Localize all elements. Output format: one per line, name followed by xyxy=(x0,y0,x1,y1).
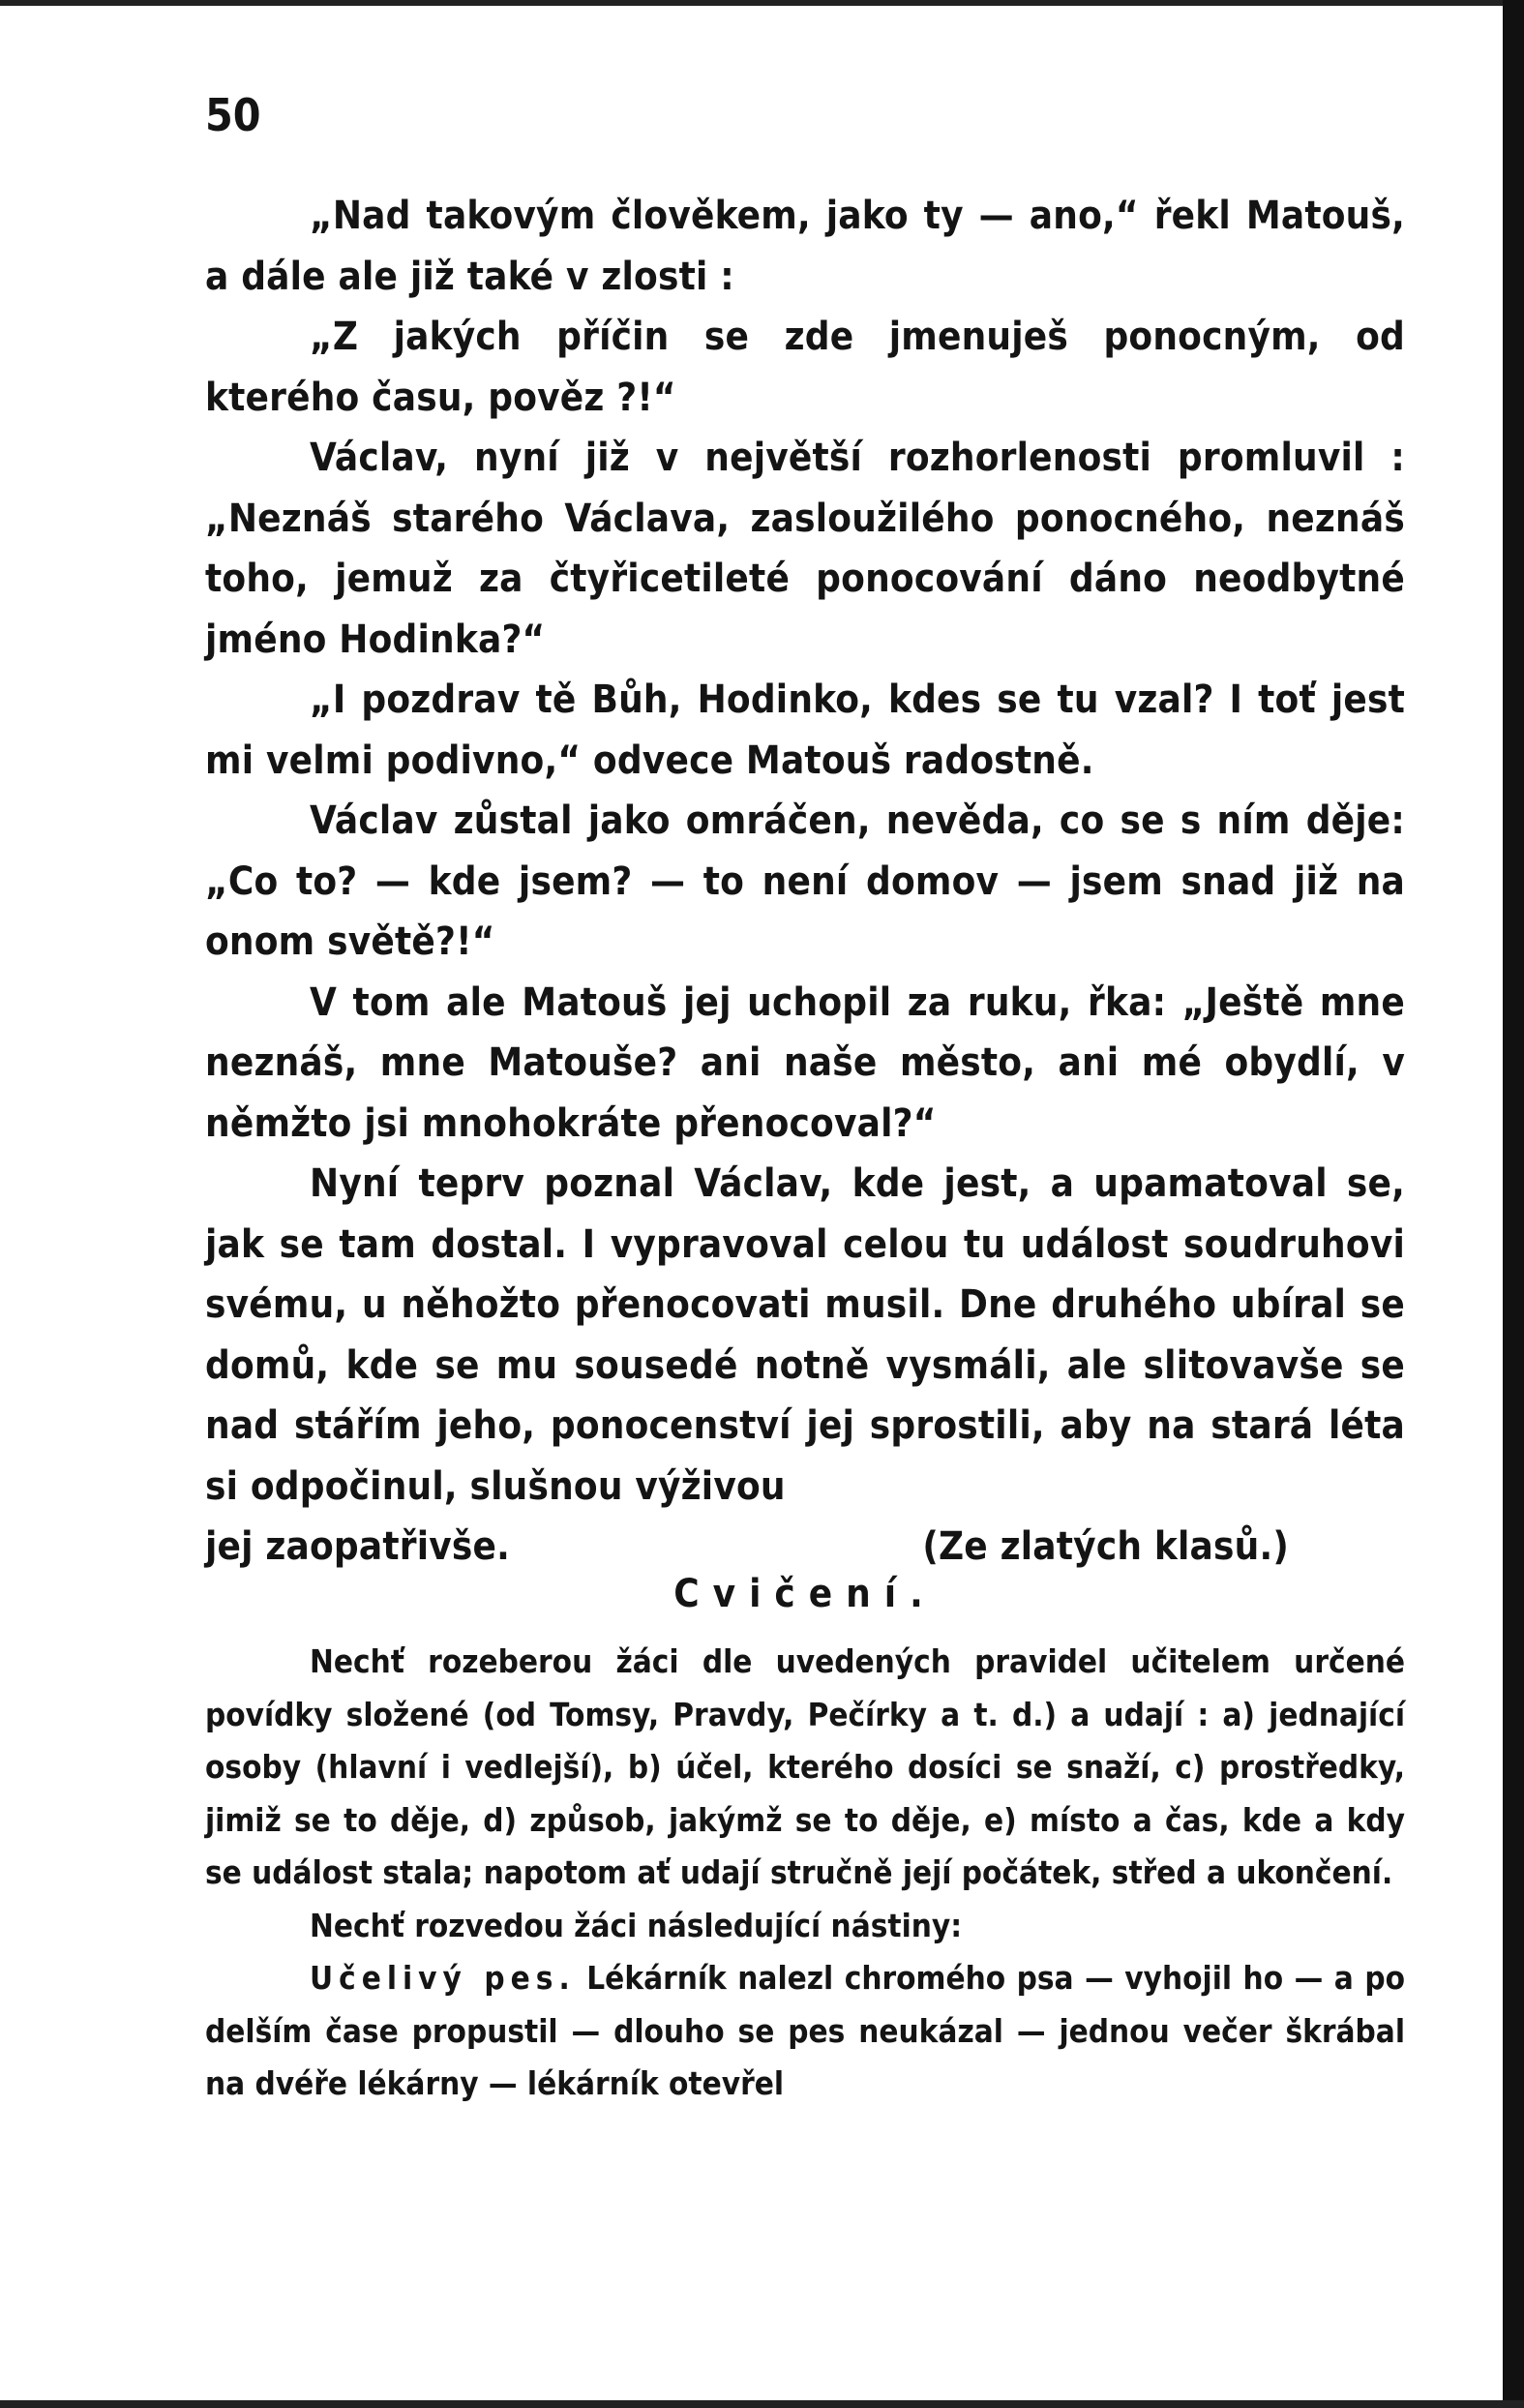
exercise-intro: Nechť rozeberou žáci dle uvedených pravidel učitelem určené povídky složené (od Tomsy, Pravdy, Pečírky a t. d.) a udají : a) jednající osoby (hlavní i vedlejší), b) účel, kterého dosíci se snaží, c) prostředky, jimiž se to děje, d) způsob, jakýmž se to děje, e) místo a čas, kde a kdy se událost stala; napotom ať udají stručně její počátek, střed a ukončení. xyxy=(205,1642,1405,1891)
closing-line xyxy=(205,1517,1405,1578)
sketch-title: Učelivý pes. xyxy=(310,1959,576,1997)
exercise-sketch xyxy=(205,1952,1405,2111)
paragraph: „Z jakých příčin se zde jmenuješ ponocným, od kterého času, pověz ?!“ xyxy=(205,315,1405,420)
paragraph: V tom ale Matouš jej uchopil za ruku, řka: „Ještě mne neznáš, mne Matouše? ani naše město, ani mé obydlí, v němžto jsi mnohokráte přenocoval?“ xyxy=(205,979,1405,1146)
closing-text: jej zaopatřivše. xyxy=(205,1524,511,1569)
scan-border-bottom xyxy=(0,2400,1524,2408)
scan-border-right xyxy=(1503,0,1524,2408)
paragraph: Václav zůstal jako omráčen, nevěda, co se s ním děje: „Co to? — kde jsem? — to není domov — jsem snad již na onom světě?!“ xyxy=(205,798,1405,964)
page-number: 50 xyxy=(205,89,261,141)
story-text xyxy=(205,186,1405,1578)
scan-border-top xyxy=(0,0,1524,6)
paragraph: „Nad takovým člověkem, jako ty — ano,“ řekl Matouš, a dále ale již také v zlosti : xyxy=(205,194,1405,299)
exercise-text xyxy=(205,1636,1405,2111)
source-citation: (Ze zlatých klasů.) xyxy=(922,1524,1289,1569)
section-title: Cvičení. xyxy=(673,1572,937,1616)
paragraph: Václav, nyní již v největší rozhorlenosti promluvil : „Neznáš starého Václava, zasloužilého ponocného, neznáš toho, jemuž za čtyřicetileté ponocování dáno neodbytné jméno Hodinka?“ xyxy=(205,436,1405,662)
exercise-sketch-intro: Nechť rozvedou žáci následující nástiny: xyxy=(310,1906,963,1944)
paragraph: Nyní teprv poznal Václav, kde jest, a upamatoval se, jak se tam dostal. I vypravoval celou tu událost soudruhovi svému, u něhožto přenocovati musil. Dne druhého ubíral se domů, kde se mu sousedé notně vysmáli, ale slitovavše se nad stářím jeho, ponocenství jej sprostili, aby na stará léta si odpočinul, slušnou výživou xyxy=(205,1161,1405,1509)
sketch-text: Lékárník nalezl chromého psa — vyhojil ho — a po delším čase propustil — dlouho se pes neukázal — jednou večer škrábal na dvéře lékárny — lékárník otevřel xyxy=(205,1959,1405,2102)
paragraph: „I pozdrav tě Bůh, Hodinko, kdes se tu vzal? I toť jest mi velmi podivno,“ odvece Matouš radostně. xyxy=(205,677,1405,783)
